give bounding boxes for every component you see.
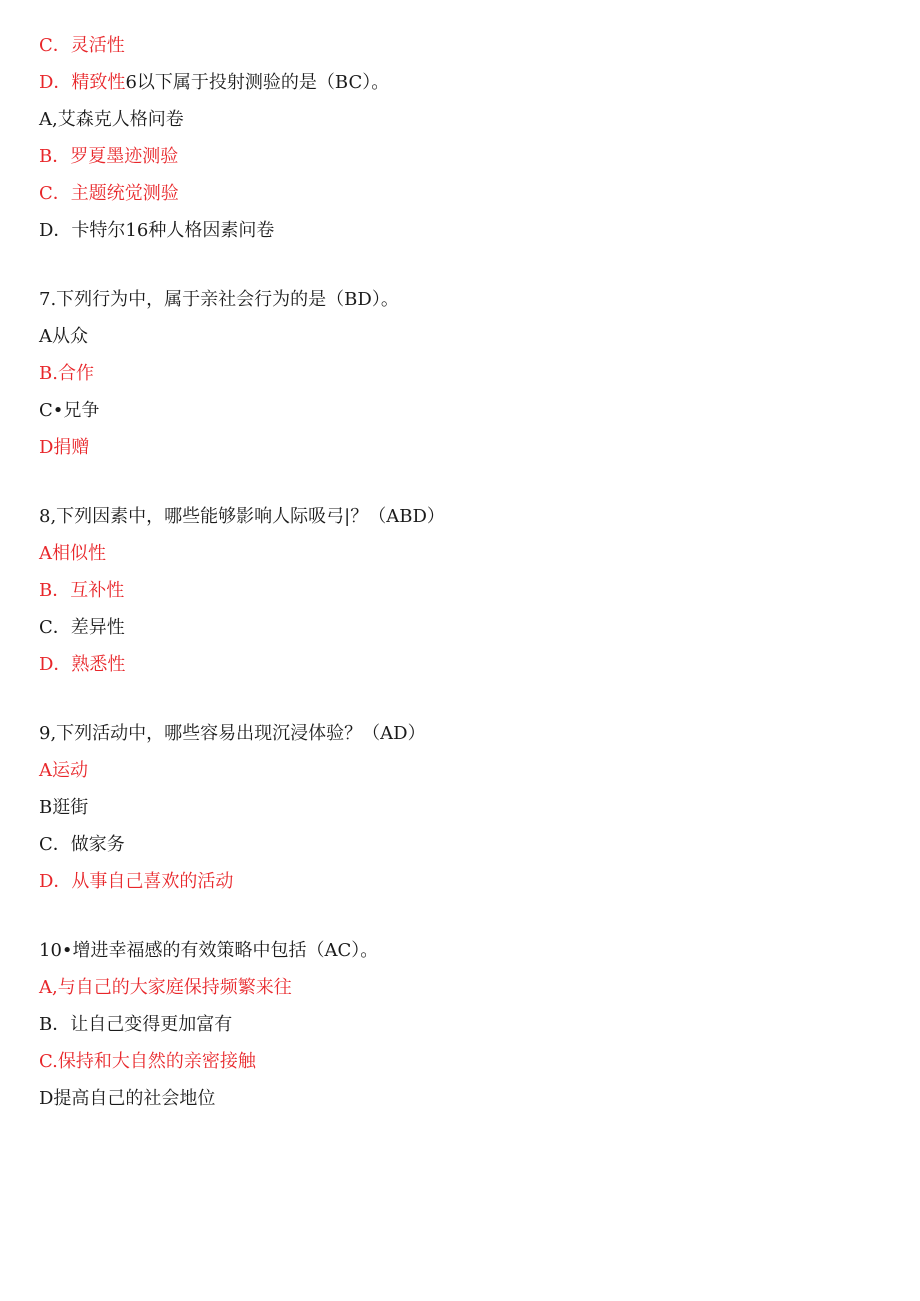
q8-option-b: B．互补性 (39, 580, 125, 601)
q7-option-a: A从众 (39, 326, 88, 347)
q8-option-c: C．差异性 (39, 617, 125, 638)
q9-stem: 9,下列活动中，哪些容易出现沉浸体验？（AD） (39, 723, 426, 744)
q9-option-c: C．做家务 (39, 834, 125, 855)
q9-option-b: B逛街 (39, 797, 89, 818)
q10-option-d: D提高自己的社会地位 (39, 1088, 216, 1109)
q10-stem: 10•增进幸福感的有效策略中包括（AC）。 (39, 940, 379, 961)
q10-option-c: C.保持和大自然的亲密接触 (39, 1051, 256, 1072)
q10-option-b: B．让自己变得更加富有 (39, 1014, 233, 1035)
q9-option-a: A运动 (39, 760, 88, 781)
q9-option-d: D．从事自己喜欢的活动 (39, 871, 234, 892)
q5-option-d-q6-stem (39, 72, 389, 94)
q6-option-b: B．罗夏墨迹测验 (39, 146, 179, 167)
q6-option-c: C．主题统觉测验 (39, 183, 179, 204)
q7-option-c: C•兄争 (39, 400, 100, 421)
q6-option-d: D．卡特尔16种人格因素问卷 (39, 220, 275, 241)
q8-option-a: A相似性 (39, 543, 106, 564)
q6-stem: 6以下属于投射测验的是（BC）。 (125, 72, 390, 93)
q10-option-a: A,与自己的大家庭保持频繁来往 (39, 977, 292, 998)
q7-stem: 7.下列行为中，属于亲社会行为的是（BD）。 (39, 289, 399, 310)
q7-option-b: B.合作 (39, 363, 94, 384)
q8-option-d: D．熟悉性 (39, 654, 126, 675)
q7-option-d: D捐赠 (39, 437, 90, 458)
q8-stem: 8,下列因素中，哪些能够影响人际吸弓|？（ABD） (39, 506, 445, 527)
q6-option-a: A,艾森克人格问卷 (39, 109, 184, 130)
q5-option-c: C．灵活性 (39, 35, 125, 56)
q5-option-d: D．精致性 (39, 72, 126, 93)
